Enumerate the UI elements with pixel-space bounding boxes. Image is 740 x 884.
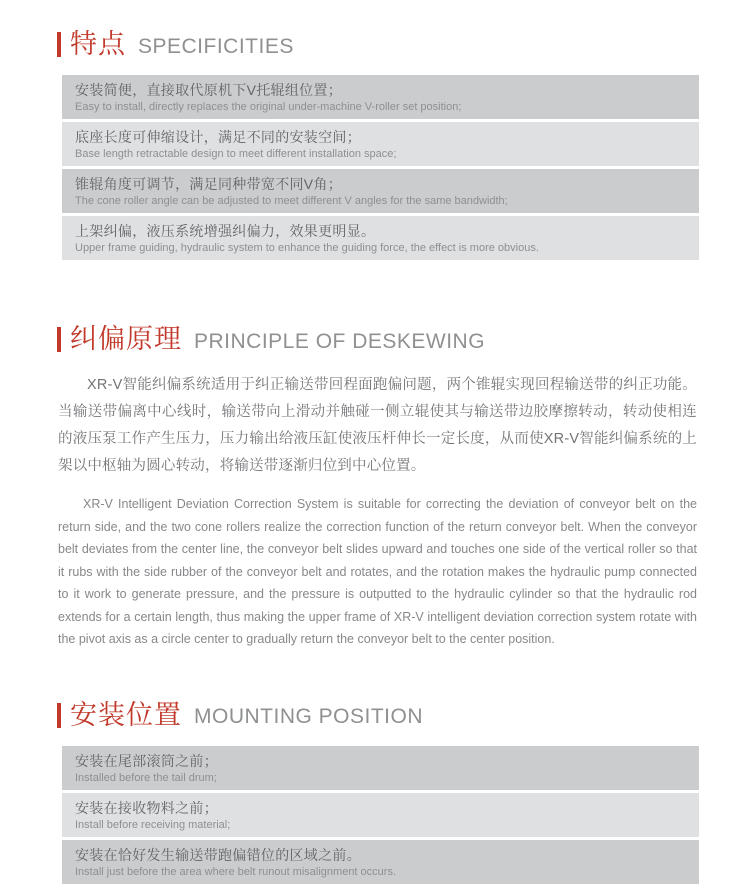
position-item	[62, 746, 699, 790]
position-list	[62, 746, 699, 884]
section-title-en: PRINCIPLE OF DESKEWING	[194, 329, 486, 353]
section-specificities	[0, 0, 740, 260]
feature-text-zh: 底座长度可伸缩设计，满足不同的安装空间；	[75, 129, 361, 146]
position-text-en: Installed before the tail drum;	[75, 771, 217, 784]
section-mounting-header	[57, 700, 700, 731]
feature-text-zh: 安装简便，直接取代原机下V托辊组位置；	[75, 82, 343, 99]
section-title-zh: 安装位置	[70, 699, 182, 730]
section-title-en: SPECIFICITIES	[138, 34, 294, 58]
position-text-en: Install just before the area where belt runout misalignment occurs.	[75, 865, 396, 878]
position-text-en: Install before receiving material;	[75, 818, 231, 831]
position-item	[62, 840, 699, 884]
feature-text-zh: 上架纠偏，液压系统增强纠偏力，效果更明显。	[75, 223, 376, 240]
position-text-zh: 安装在恰好发生输送带跑偏错位的区域之前。	[75, 846, 361, 863]
feature-item	[62, 122, 699, 166]
feature-list	[62, 75, 699, 260]
title-accent-bar	[57, 32, 61, 57]
section-specificities-header	[57, 29, 700, 60]
feature-item	[62, 169, 699, 213]
section-principle	[0, 324, 740, 651]
section-title-en: MOUNTING POSITION	[194, 705, 423, 729]
section-principle-header	[57, 324, 700, 355]
principle-paragraph-en: XR-V Intelligent Deviation Correction System is suitable for correcting the deviation of conveyor belt on the return side, and the two cone rollers realize the correction function of the return conveyor belt. When the conveyor belt deviates from the center line, the conveyor belt slides upward and touches one side of the vertical roller so that it rubs with the side rubber of the conveyor belt and rotates, and the rotation makes the hydraulic pump connected to it work to generate pressure, and the pressure is outputted to the hydraulic cylinder so that the hydraulic rod extends for a certain length, thus making the upper frame of XR-V intelligent deviation correction system rotate with the pivot axis as a circle center to gradually return the conveyor belt to the center position.	[58, 497, 697, 647]
position-text-zh: 安装在接收物料之前；	[75, 799, 218, 816]
feature-text-zh: 锥辊角度可调节，满足同种带宽不同V角；	[75, 176, 343, 193]
feature-text-en: The cone roller angle can be adjusted to meet different V angles for the same bandwidth;	[75, 195, 508, 208]
section-mounting	[0, 700, 740, 884]
title-accent-bar	[57, 703, 61, 728]
section-title-zh: 特点	[70, 29, 126, 59]
feature-item	[62, 216, 699, 260]
feature-text-en: Base length retractable design to meet different installation space;	[75, 148, 397, 161]
position-text-zh: 安装在尾部滚筒之前；	[75, 752, 218, 769]
feature-text-en: Upper frame guiding, hydraulic system to enhance the guiding force, the effect is more obvious.	[75, 242, 539, 255]
feature-text-en: Easy to install, directly replaces the original under-machine V-roller set position;	[75, 101, 462, 114]
title-accent-bar	[57, 327, 61, 352]
principle-paragraph-zh: XR-V智能纠偏系统适用于纠正输送带回程面跑偏问题，两个锥辊实现回程输送带的纠正功能。当输送带偏离中心线时，输送带向上滑动并触碰一侧立辊使其与输送带边胶摩擦转动，转动使相连的液压泵工作产生压力，压力输出给液压缸使液压杆伸长一定长度，从而使XR-V智能纠偏系统的上架以中枢轴为圆心转动，将输送带逐渐归位到中心位置。	[58, 377, 697, 475]
position-item	[62, 793, 699, 837]
section-title-zh: 纠偏原理	[70, 324, 182, 355]
feature-item	[62, 75, 699, 119]
